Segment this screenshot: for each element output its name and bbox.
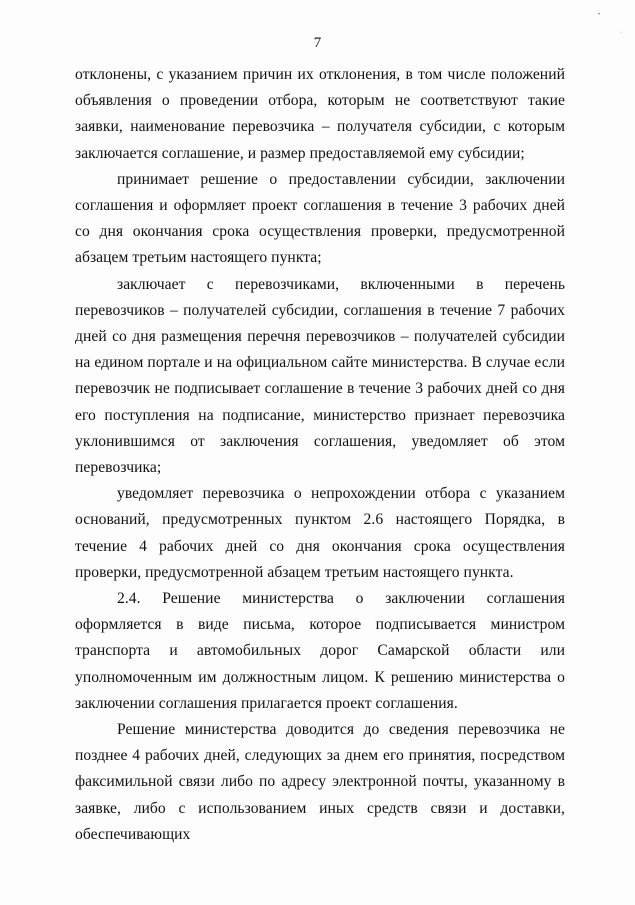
page-number: 7	[313, 35, 322, 51]
paragraph: принимает решение о предоставлении субсидии, заключении соглашения и оформляет проект соглашения в течение 3 рабочих дней со дня окончания срока осуществления проверки, предусмотренной абзацем третьим настоящего пункта;	[75, 170, 565, 267]
paragraph: отклонены, с указанием причин их отклонения, в том числе положений объявления о проведении отбора, которым не соответствуют такие заявки, наименование перевозчика – получателя субсидии, с которым заключается соглашение, и размер предоставляемой ему субсидии;	[75, 66, 565, 162]
paragraph: заключает с перевозчиками, включенными в перечень перевозчиков – получателей субсидии, соглашения в течение 7 рабочих дней со дня размещения перечня перевозчиков – получателей субсидии на едином портале и на официальном сайте министерства. В случае если перевозчик не подписывает соглашение в течение 3 рабочих дней со дня его поступления на подписание, министерство признает перевозчика уклонившимся от заключения соглашения, уведомляет об этом перевозчика;	[75, 275, 565, 477]
scan-speck: ·	[620, 30, 622, 36]
paragraph: уведомляет перевозчика о непрохождении отбора с указанием оснований, предусмотренных пунктом 2.6 настоящего Порядка, в течение 4 рабочих дней со дня окончания срока осуществления проверки, предусмотренной абзацем третьим настоящего пункта.	[75, 485, 565, 581]
document-body	[75, 62, 565, 848]
scan-speck: •	[598, 12, 601, 18]
paragraph: Решение министерства доводится до сведения перевозчика не позднее 4 рабочих дней, следующих за днем его принятия, посредством факсимильной связи либо по адресу электронной почты, указанному в заявке, либо с использованием иных средств связи и доставки, обеспечивающих	[75, 721, 565, 843]
paragraph: 2.4. Решение министерства о заключении соглашения оформляется в виде письма, которое подписывается министром транспорта и автомобильных дорог Самарской области или уполномоченным им должностным лицом. К решению министерства о заключении соглашения прилагается проект соглашения.	[75, 590, 565, 712]
